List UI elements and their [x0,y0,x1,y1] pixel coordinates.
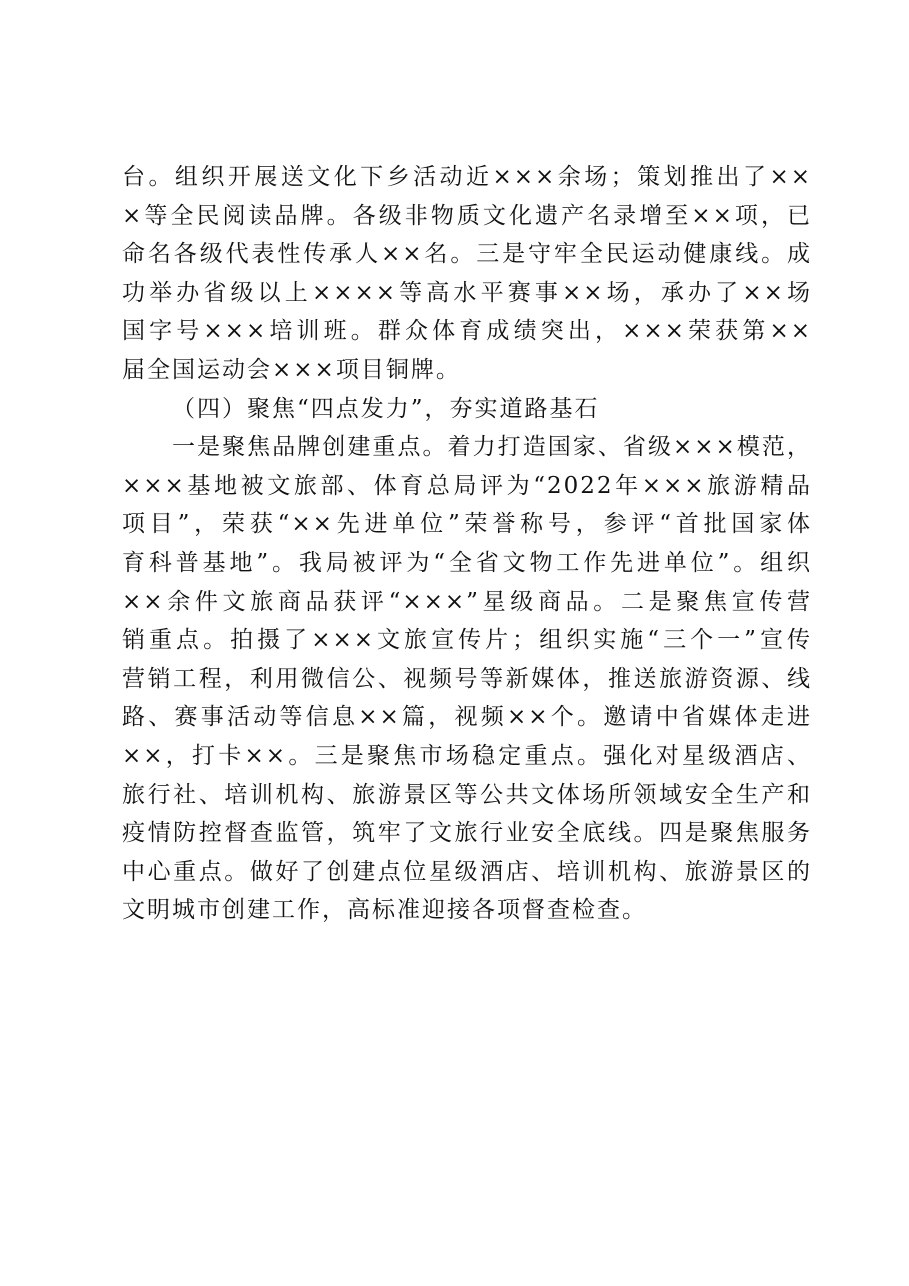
text-line: 届全国运动会×××项目铜牌。 [122,356,461,383]
text-line: 国字号×××培训班。群众体育成绩突出，×××荣获第×× [122,318,812,345]
text-line: ×等全民阅读品牌。各级非物质文化遗产名录增至××项，已 [122,202,812,229]
text-line: 旅行社、培训机构、旅游景区等公共文体场所领域安全生产和 [122,781,812,808]
text-line: 文明城市创建工作，高标准迎接各项督查检查。 [122,897,647,924]
text-line: 命名各级代表性传承人××名。三是守牢全民运动健康线。成 [122,241,812,268]
text-line: ×××基地被文旅部、体育总局评为“2022年×××旅游精品 [122,472,812,499]
text-line: ××，打卡××。三是聚焦市场稳定重点。强化对星级酒店、 [122,742,812,769]
text-line: 中心重点。做好了创建点位星级酒店、培训机构、旅游景区的 [122,858,812,885]
text-line: 育科普基地”。我局被评为“全省文物工作先进单位”。组织 [122,549,812,576]
text-line: 台。组织开展送文化下乡活动近×××余场；策划推出了×× [122,164,812,190]
text-line: 销重点。拍摄了×××文旅宣传片；组织实施“三个一”宣传 [122,627,812,654]
text-line: 功举办省级以上××××等高水平赛事××场，承办了××场 [122,279,813,306]
text-line: ××余件文旅商品获评“×××”星级商品。二是聚焦宣传营 [122,588,812,615]
paragraph-1 [122,158,812,390]
text-line: 路、赛事活动等信息××篇，视频××个。邀请中省媒体走进 [122,704,812,731]
text-line: 一是聚焦品牌创建重点。着力打造国家、省级×××模范， [172,434,812,461]
text-line: 疫情防控督查监管，筑牢了文旅行业安全底线。四是聚焦服务 [122,820,812,847]
document-body [122,158,812,930]
text-line: 项目”，荣获“××先进单位”荣誉称号，参评“首批国家体 [122,511,812,538]
text-line: 营销工程，利用微信公、视频号等新媒体，推送旅游资源、线 [122,665,812,692]
section-heading-4: （四）聚焦“四点发力”，夯实道路基石 [172,395,600,422]
paragraph-2 [122,428,812,930]
